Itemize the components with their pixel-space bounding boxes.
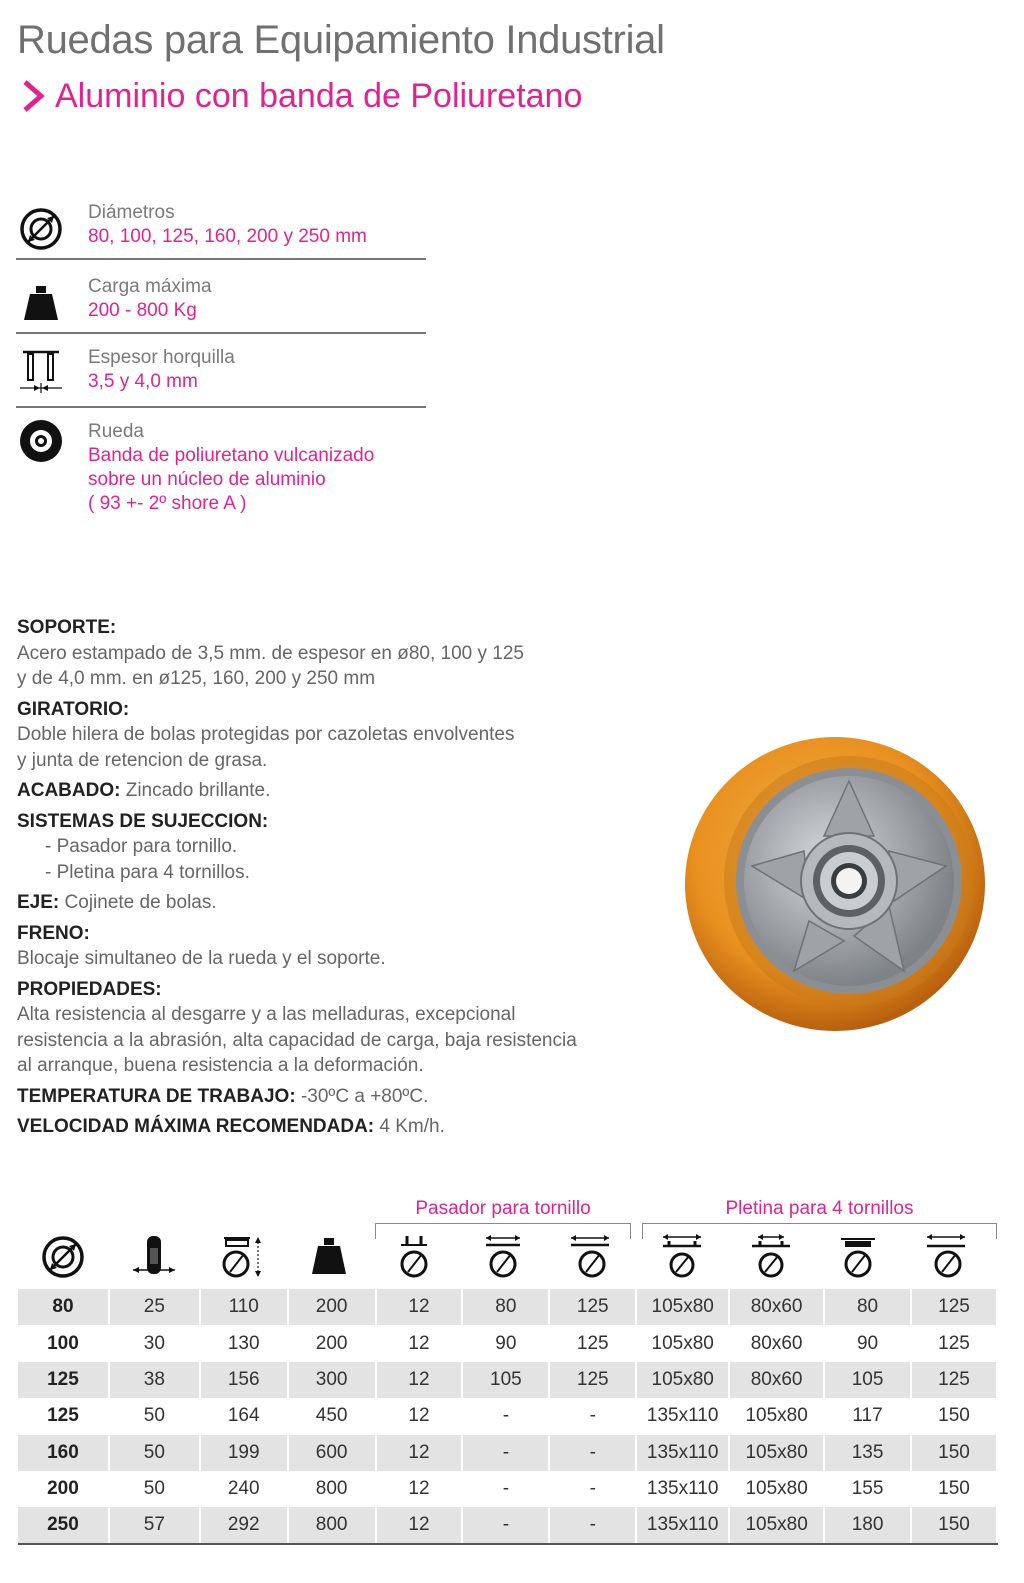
table-cell: - <box>549 1507 636 1543</box>
table-row <box>18 1325 997 1361</box>
table-cell: 135x110 <box>636 1471 729 1507</box>
table-cell: 250 <box>18 1507 109 1543</box>
section-text: -30ºC a +80ºC. <box>295 1085 429 1107</box>
bolt-plate-icon <box>480 1234 526 1280</box>
diameter-icon <box>18 206 64 252</box>
page-title: Ruedas para Equipamiento Industrial <box>17 18 665 62</box>
table-cell: - <box>462 1398 549 1434</box>
section-heading: ACABADO: <box>17 780 121 801</box>
group-label-pasador: Pasador para tornillo <box>415 1198 591 1219</box>
table-cell: 156 <box>200 1362 288 1398</box>
table-cell: 12 <box>376 1398 463 1434</box>
table-cell: 135x110 <box>636 1435 729 1471</box>
table-cell: 125 <box>549 1362 636 1398</box>
table-cell: 80x60 <box>729 1289 824 1325</box>
table-cell: 105x80 <box>729 1435 824 1471</box>
bolt-plate-width-icon <box>567 1234 613 1280</box>
table-cell: 80x60 <box>729 1362 824 1398</box>
table-cell: 110 <box>200 1289 288 1325</box>
table-cell: 105x80 <box>729 1398 824 1434</box>
table-cell: 600 <box>288 1435 376 1471</box>
table-cell: 117 <box>824 1398 911 1434</box>
plate-width-icon <box>923 1234 969 1280</box>
section-text: y de 4,0 mm. en ø125, 160, 200 y 250 mm <box>17 668 376 689</box>
spec-max-load <box>16 260 426 334</box>
page-subtitle <box>17 76 582 116</box>
table-cell: 130 <box>200 1325 288 1361</box>
plate-hole-spacing-icon <box>748 1234 794 1280</box>
table-cell: 105 <box>824 1362 911 1398</box>
section-text: 4 Km/h. <box>374 1116 445 1137</box>
table-row <box>18 1435 997 1471</box>
table-cell: 50 <box>109 1471 200 1507</box>
section-heading: VELOCIDAD MÁXIMA RECOMENDADA: <box>17 1116 375 1137</box>
table-cell: 150 <box>911 1398 997 1434</box>
table-cell: 80 <box>824 1289 911 1325</box>
section-heading: PROPIEDADES: <box>17 978 162 1000</box>
table-cell: 105x80 <box>729 1507 824 1543</box>
table-row <box>18 1471 997 1507</box>
table-cell: - <box>462 1507 549 1543</box>
table-cell: - <box>462 1435 549 1471</box>
section-heading: TEMPERATURA DE TRABAJO: <box>17 1085 296 1107</box>
table-cell: 25 <box>109 1289 200 1325</box>
axle-line <box>17 890 657 916</box>
product-description <box>17 615 657 1140</box>
temperature-line <box>17 1084 657 1110</box>
table-cell: 105x80 <box>636 1289 729 1325</box>
section-text: al arranque, buena resistencia a la deformación. <box>17 1055 424 1076</box>
table-cell: - <box>549 1471 636 1507</box>
table-cell: 12 <box>376 1435 463 1471</box>
table-cell: 12 <box>376 1471 463 1507</box>
table-cell: 100 <box>18 1325 109 1361</box>
section-text: - Pletina para 4 tornillos. <box>45 861 250 883</box>
table-cell: 125 <box>911 1325 997 1361</box>
spec-wheel <box>16 408 426 516</box>
table-cell: 30 <box>109 1325 200 1361</box>
table-cell: 90 <box>462 1325 549 1361</box>
spec-label: Rueda <box>88 421 144 442</box>
table-cell: 800 <box>288 1507 376 1543</box>
table-cell: 125 <box>18 1362 109 1398</box>
table-cell: - <box>549 1398 636 1434</box>
diameter-icon <box>40 1234 86 1280</box>
table-cell: 300 <box>288 1362 376 1398</box>
table-cell: 200 <box>288 1325 376 1361</box>
section-text: Blocaje simultaneo de la rueda y el soporte. <box>17 948 386 969</box>
table-row <box>18 1289 997 1325</box>
table-cell: 105 <box>462 1362 549 1398</box>
section-text: Doble hilera de bolas protegidas por cazoletas envolventes <box>17 724 515 745</box>
table-cell: 125 <box>549 1289 636 1325</box>
table-cell: 80x60 <box>729 1325 824 1361</box>
table-cell: 135x110 <box>636 1398 729 1434</box>
table-cell: 150 <box>911 1435 997 1471</box>
group-label-pletina: Pletina para 4 tornillos <box>725 1198 914 1219</box>
speed-line <box>17 1114 657 1140</box>
spec-list <box>16 196 426 516</box>
table-cell: 105x80 <box>729 1471 824 1507</box>
table-cell: 800 <box>288 1471 376 1507</box>
spec-label: Diámetros <box>88 202 175 223</box>
section-heading: GIRATORIO: <box>17 698 130 720</box>
table-cell: 125 <box>911 1289 997 1325</box>
height-icon <box>218 1234 264 1280</box>
table-row <box>18 1362 997 1398</box>
section-text: - Pasador para tornillo. <box>45 836 238 857</box>
spec-value: ( 93 +- 2º shore A ) <box>88 493 247 514</box>
spec-value: 200 - 800 Kg <box>88 300 197 321</box>
table-header-icons <box>18 1234 998 1280</box>
section-heading: EJE: <box>17 892 60 913</box>
table-cell: 105x80 <box>636 1362 729 1398</box>
section-text: resistencia a la abrasión, alta capacidad de carga, baja resistencia <box>17 1029 577 1051</box>
section-heading: SISTEMAS DE SUJECCION: <box>17 810 269 832</box>
spec-value: sobre un núcleo de aluminio <box>88 469 326 490</box>
spec-value: Banda de poliuretano vulcanizado <box>88 445 375 466</box>
fork-thickness-icon <box>18 349 64 395</box>
bolt-hole-icon <box>393 1234 439 1280</box>
table-cell: 12 <box>376 1362 463 1398</box>
plate-size-icon <box>659 1234 705 1280</box>
table-cell: 57 <box>109 1507 200 1543</box>
plate-height-icon <box>835 1234 881 1280</box>
section-text: Alta resistencia al desgarre y a las melladuras, excepcional <box>17 1004 516 1025</box>
table-cell: 240 <box>200 1471 288 1507</box>
section-text: Zincado brillante. <box>120 780 271 801</box>
table-cell: 164 <box>200 1398 288 1434</box>
table-cell: 150 <box>911 1471 997 1507</box>
table-cell: 90 <box>824 1325 911 1361</box>
table-cell: 12 <box>376 1325 463 1361</box>
table-cell: 199 <box>200 1435 288 1471</box>
section-text: y junta de retencion de grasa. <box>17 749 268 771</box>
wheel-width-icon <box>131 1234 177 1280</box>
table-row <box>18 1398 997 1434</box>
table-cell: 160 <box>18 1435 109 1471</box>
table-cell: 80 <box>462 1289 549 1325</box>
table-cell: 12 <box>376 1507 463 1543</box>
table-cell: 135 <box>824 1435 911 1471</box>
dimensions-table <box>18 1289 998 1545</box>
weight-icon <box>306 1234 352 1280</box>
section-heading: SOPORTE: <box>17 617 117 638</box>
subtitle-text: Aluminio con banda de Poliuretano <box>55 76 583 115</box>
table-cell: 125 <box>549 1325 636 1361</box>
table-cell: 125 <box>18 1398 109 1434</box>
table-cell: 50 <box>109 1435 200 1471</box>
weight-icon <box>18 280 64 326</box>
table-cell: 155 <box>824 1471 911 1507</box>
table-cell: 135x110 <box>636 1507 729 1543</box>
spec-value: 3,5 y 4,0 mm <box>88 371 198 392</box>
spec-value: 80, 100, 125, 160, 200 y 250 mm <box>88 226 367 247</box>
table-cell: 200 <box>288 1289 376 1325</box>
table-cell: 50 <box>109 1398 200 1434</box>
spec-diameters <box>16 196 426 260</box>
spec-label: Carga máxima <box>88 276 212 297</box>
table-cell: 150 <box>911 1507 997 1543</box>
table-cell: - <box>462 1471 549 1507</box>
table-cell: 105x80 <box>636 1325 729 1361</box>
table-cell: 125 <box>911 1362 997 1398</box>
table-cell: 12 <box>376 1289 463 1325</box>
section-text: Cojinete de bolas. <box>59 892 217 913</box>
table-cell: 292 <box>200 1507 288 1543</box>
wheel-product-image <box>684 736 986 1032</box>
spec-label: Espesor horquilla <box>88 347 235 368</box>
table-cell: 200 <box>18 1471 109 1507</box>
section-text: Acero estampado de 3,5 mm. de espesor en ø80, 100 y 125 <box>17 642 524 664</box>
table-cell: 80 <box>18 1289 109 1325</box>
section-heading: FRENO: <box>17 922 90 944</box>
table-cell: - <box>549 1435 636 1471</box>
table-cell: 180 <box>824 1507 911 1543</box>
chevron-right-icon <box>17 76 51 116</box>
spec-fork-thickness <box>16 334 426 408</box>
table-cell: 38 <box>109 1362 200 1398</box>
finish-line <box>17 778 657 804</box>
wheel-icon <box>18 418 64 464</box>
table-row <box>18 1507 997 1543</box>
table-cell: 450 <box>288 1398 376 1434</box>
